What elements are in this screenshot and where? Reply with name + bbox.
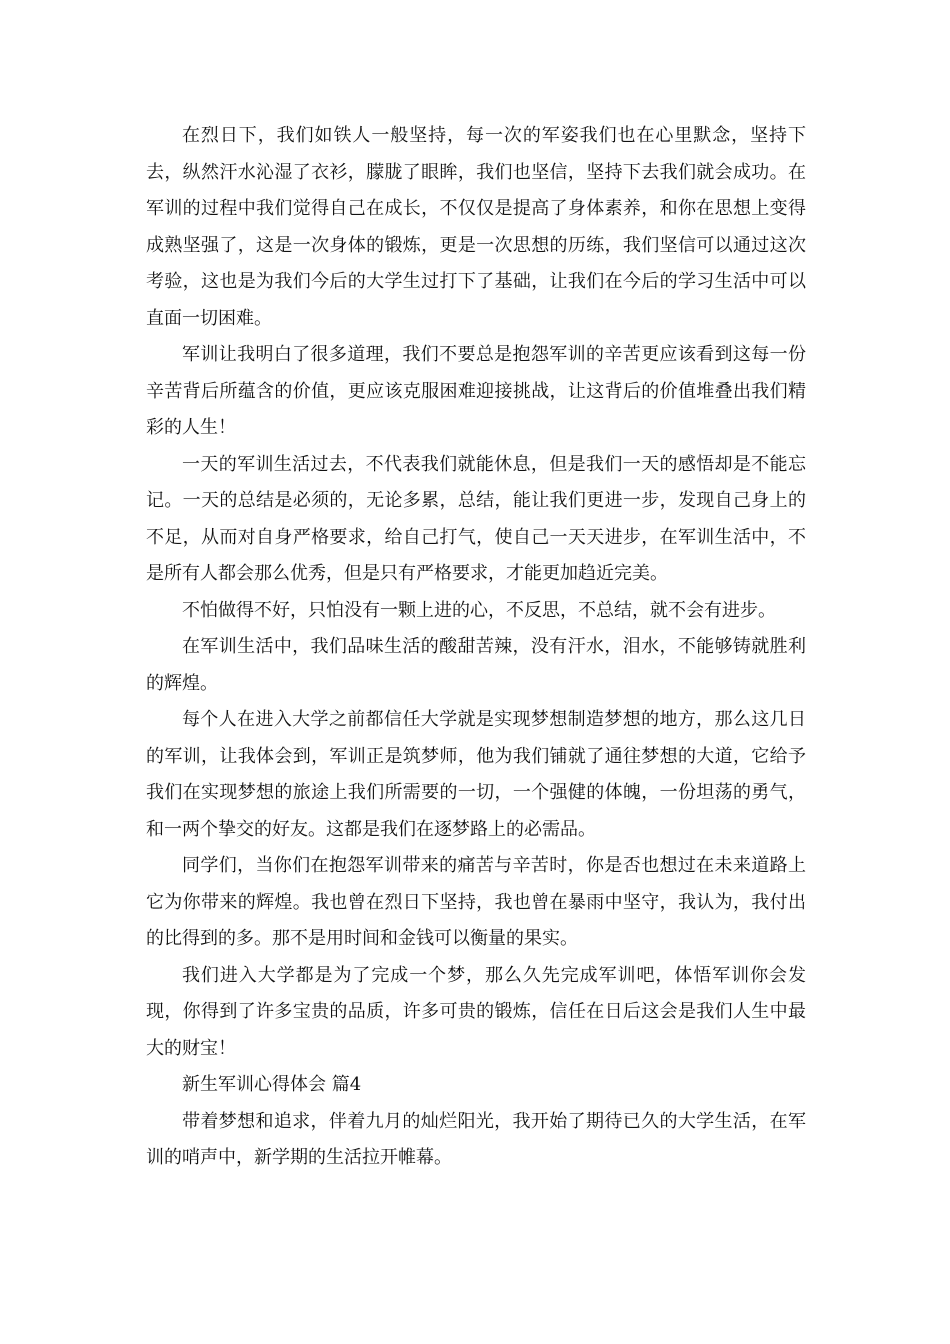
paragraph: 带着梦想和追求，伴着九月的灿烂阳光，我开始了期待已久的大学生活，在军训的哨声中，新学期的生活拉开帷幕。 [146,1110,806,1168]
paragraph: 在烈日下，我们如铁人一般坚持，每一次的军姿我们也在心里默念，坚持下去，纵然汗水沁湿了衣衫，朦胧了眼眸，我们也坚信，坚持下去我们就会成功。在军训的过程中我们觉得自己在成长，不仅仅是提高了身体素养，和你在思想上变得成熟坚强了，这是一次身体的锻炼，更是一次思想的历练，我们坚信可以通过这次考验，这也是为我们今后的大学生过打下了基础，让我们在今后的学习生活中可以直面一切困难。 [146,125,806,329]
section-heading: 新生军训心得体会 篇4 [182,1074,362,1095]
paragraph: 一天的军训生活过去，不代表我们就能休息，但是我们一天的感悟却是不能忘记。一天的总结是必须的，无论多累，总结，能让我们更进一步，发现自己身上的不足，从而对自身严格要求，给自己打气，使自己一天天进步，在军训生活中，不是所有人都会那么优秀，但是只有严格要求，才能更加趋近完美。 [146,453,806,584]
paragraph: 军训让我明白了很多道理，我们不要总是抱怨军训的辛苦更应该看到这每一份辛苦背后所蕴含的价值，更应该克服困难迎接挑战，让这背后的价值堆叠出我们精彩的人生！ [146,344,806,438]
paragraph: 同学们，当你们在抱怨军训带来的痛苦与辛苦时，你是否也想过在未来道路上它为你带来的辉煌。我也曾在烈日下坚持，我也曾在暴雨中坚守，我认为，我付出的比得到的多。那不是用时间和金钱可以衡量的果实。 [146,855,806,949]
paragraph: 不怕做得不好，只怕没有一颗上进的心，不反思，不总结，就不会有进步。 [182,599,776,621]
paragraph: 在军训生活中，我们品味生活的酸甜苦辣，没有汗水，泪水，不能够铸就胜利的辉煌。 [146,636,806,694]
paragraph: 每个人在进入大学之前都信任大学就是实现梦想制造梦想的地方，那么这几日的军训，让我体会到，军训正是筑梦师，他为我们铺就了通往梦想的大道，它给予我们在实现梦想的旅途上我们所需要的一切，一个强健的体魄，一份坦荡的勇气，和一两个挚交的好友。这都是我们在逐梦路上的必需品。 [146,709,806,840]
paragraph: 我们进入大学都是为了完成一个梦，那么久先完成军训吧，体悟军训你会发现，你得到了许多宝贵的品质，许多可贵的锻炼，信任在日后这会是我们人生中最大的财宝！ [146,964,806,1059]
document-page [146,118,806,1177]
